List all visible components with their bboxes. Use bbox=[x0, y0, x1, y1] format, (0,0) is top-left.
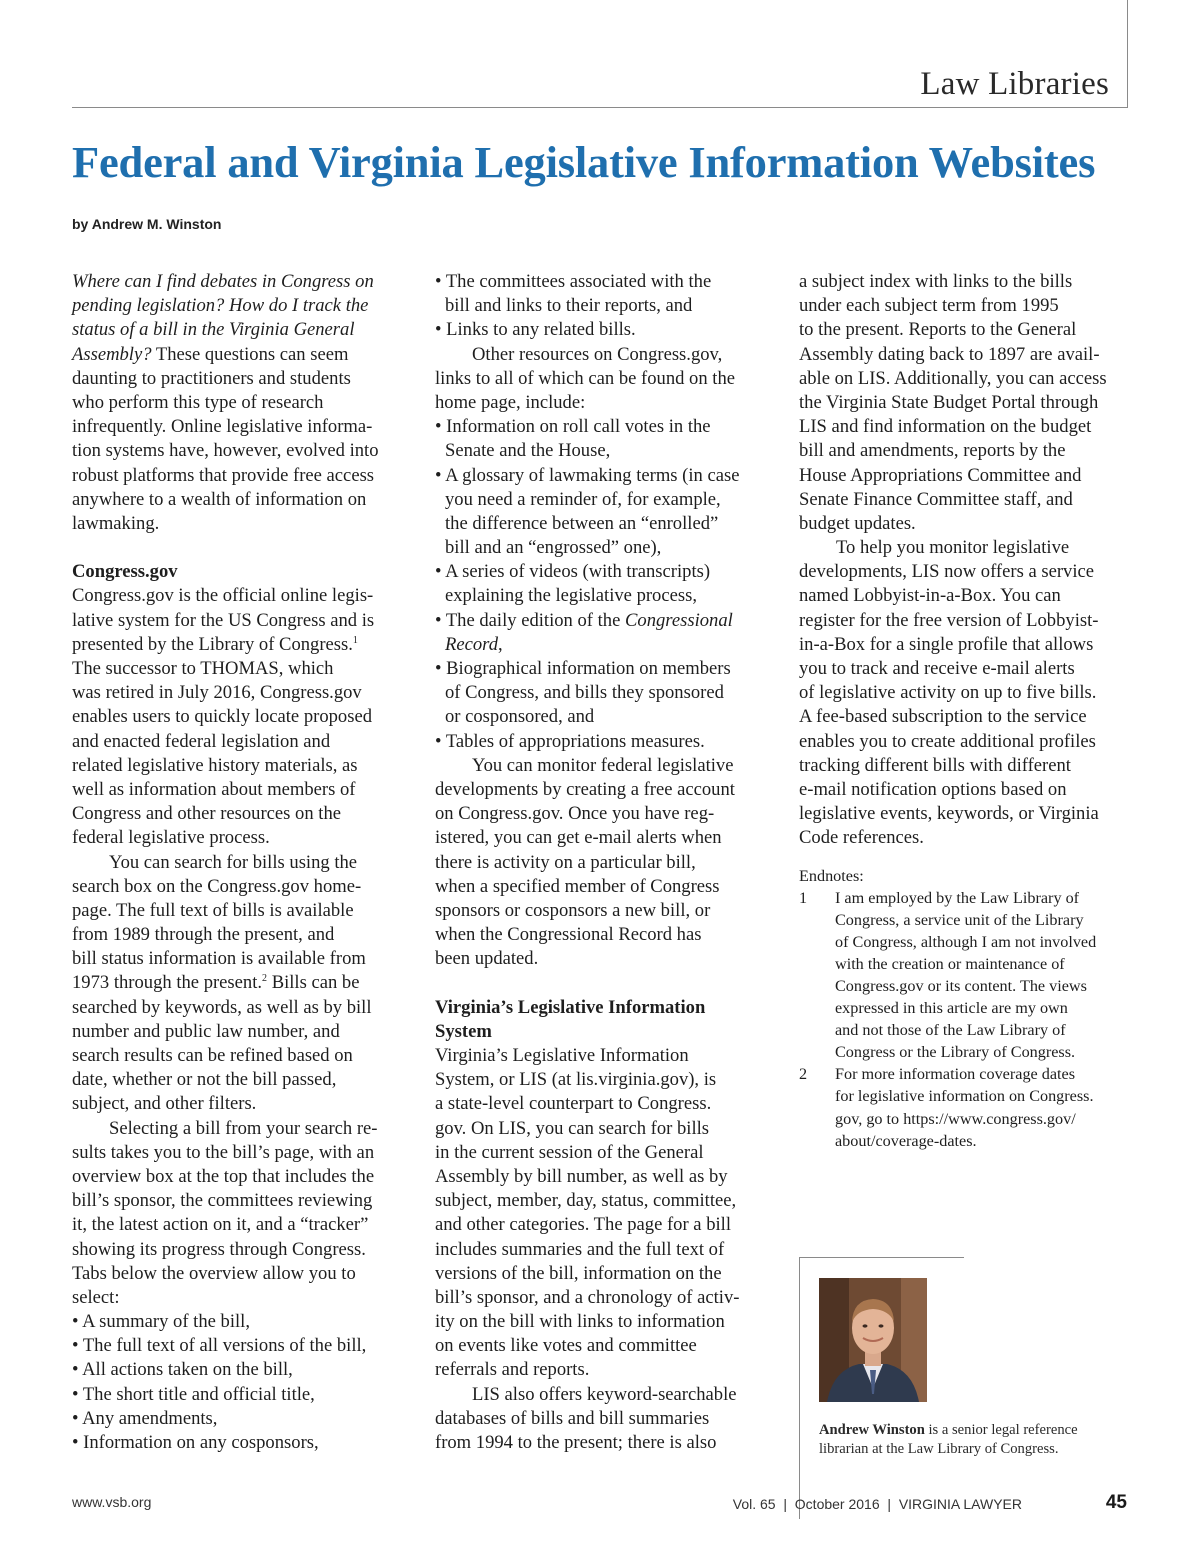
body-line: versions of the bill, information on the bbox=[435, 1262, 722, 1284]
body-line: Congress.gov is the official online legis- bbox=[72, 585, 374, 607]
bullet-item-cont: bill and links to their reports, and bbox=[445, 295, 693, 317]
body-line: Senate Finance Committee staff, and bbox=[799, 488, 1073, 510]
header-rule bbox=[72, 107, 1128, 108]
body-line: includes summaries and the full text of bbox=[435, 1238, 725, 1260]
bullet-text: • The daily edition of the bbox=[435, 609, 625, 631]
body-line: databases of bills and bill summaries bbox=[435, 1407, 710, 1429]
body-line: was retired in July 2016, Congress.gov bbox=[72, 682, 362, 704]
bullet-item: • Information on any cosponsors, bbox=[72, 1432, 319, 1453]
body-line: bill’s sponsor, the committees reviewing bbox=[72, 1190, 373, 1212]
body-text: 1973 through the present. bbox=[72, 972, 263, 994]
author-box-vertical-rule bbox=[799, 1257, 800, 1519]
body-line: from 1994 to the present; there is also bbox=[435, 1432, 717, 1453]
body-line: System, or LIS (at lis.virginia.gov), is bbox=[435, 1069, 717, 1091]
section-heading-congress-gov: Congress.gov bbox=[72, 561, 178, 583]
intro-line: anywhere to a wealth of information on bbox=[72, 488, 367, 510]
intro-line: who perform this type of research bbox=[72, 391, 324, 413]
body-line: ity on the bill with links to information bbox=[435, 1311, 725, 1333]
body-line: LIS and find information on the budget bbox=[799, 416, 1092, 438]
bullet-item-cont: bill and an “engrossed” one), bbox=[445, 537, 662, 559]
body-line: bill and amendments, reports by the bbox=[799, 440, 1066, 462]
body-line: searched by keywords, as well as by bill bbox=[72, 996, 372, 1018]
body-line: bill status information is available from bbox=[72, 948, 366, 970]
body-line bbox=[72, 633, 407, 657]
body-line: in-a-Box for a single profile that allows bbox=[799, 633, 1094, 655]
congressional-record-title: Congressional bbox=[625, 609, 733, 631]
bullet-item: • A glossary of lawmaking terms (in case bbox=[435, 464, 740, 486]
body-line bbox=[72, 971, 407, 995]
bullet-item: • Tables of appropriations measures. bbox=[435, 730, 705, 752]
endnotes-heading: Endnotes: bbox=[799, 866, 864, 885]
endnote-text: of Congress, although I am not involved bbox=[835, 932, 1097, 951]
body-line: named Lobbyist-in-a-Box. You can bbox=[799, 585, 1061, 607]
body-line: from 1989 through the present, and bbox=[72, 924, 335, 946]
bullet-item-cont: explaining the legislative process, bbox=[445, 585, 697, 607]
body-line: You can monitor federal legislative bbox=[472, 754, 734, 776]
endnote-number: 2 bbox=[799, 1065, 808, 1084]
body-line: Tabs below the overview allow you to bbox=[72, 1262, 356, 1284]
bio-text: is a senior legal reference bbox=[924, 1422, 1078, 1438]
body-line: You can search for bills using the bbox=[109, 851, 358, 873]
intro-line: lawmaking. bbox=[72, 512, 160, 534]
bullet-item: • A summary of the bill, bbox=[72, 1311, 250, 1333]
body-line: Assembly by bill number, as well as by bbox=[435, 1165, 728, 1187]
body-line: number and public law number, and bbox=[72, 1020, 340, 1042]
body-line: legislative events, keywords, or Virginia bbox=[799, 803, 1099, 825]
body-line: able on LIS. Additionally, you can access bbox=[799, 367, 1107, 389]
body-line: home page, include: bbox=[435, 391, 586, 413]
column-2 bbox=[435, 270, 770, 1455]
body-line: lative system for the US Congress and is bbox=[72, 609, 375, 631]
bullet-item: • The committees associated with the bbox=[435, 271, 712, 292]
footer-issue: Vol. 65 | October 2016 | VIRGINIA LAWYER bbox=[732, 1496, 1022, 1512]
body-line: Other resources on Congress.gov, bbox=[472, 343, 723, 365]
body-line: e-mail notification options based on bbox=[799, 778, 1067, 800]
intro-line: Where can I find debates in Congress on bbox=[72, 271, 374, 292]
body-line: a subject index with links to the bills bbox=[799, 271, 1073, 292]
section-heading-lis: System bbox=[435, 1020, 492, 1042]
endnote-text: with the creation or maintenance of bbox=[835, 954, 1065, 973]
body-line: federal legislative process. bbox=[72, 827, 270, 849]
body-line: under each subject term from 1995 bbox=[799, 295, 1059, 317]
body-line: related legislative history materials, as bbox=[72, 754, 358, 776]
body-line: there is activity on a particular bill, bbox=[435, 851, 696, 873]
body-line: links to all of which can be found on the bbox=[435, 367, 736, 389]
bullet-item: • The full text of all versions of the bill, bbox=[72, 1335, 367, 1357]
body-line: page. The full text of bills is available bbox=[72, 899, 354, 921]
section-label: Law Libraries bbox=[920, 66, 1109, 102]
congressional-record-title: Record bbox=[445, 633, 499, 655]
article-title: Federal and Virginia Legislative Information Websites bbox=[72, 137, 1096, 187]
body-line: Code references. bbox=[799, 827, 924, 849]
bullet-item-cont: the difference between an “enrolled” bbox=[445, 512, 719, 534]
bullet-item-cont: you need a reminder of, for example, bbox=[445, 488, 721, 510]
endnote-text: Congress, a service unit of the Library bbox=[835, 910, 1084, 929]
header-vertical-rule bbox=[1127, 0, 1128, 108]
intro-line: daunting to practitioners and students bbox=[72, 367, 351, 389]
intro-line: status of a bill in the Virginia General bbox=[72, 319, 355, 341]
page-number: 45 bbox=[1105, 1492, 1127, 1513]
body-line: bill’s sponsor, and a chronology of activ- bbox=[435, 1286, 740, 1308]
body-line: budget updates. bbox=[799, 512, 916, 534]
bullet-item: • Links to any related bills. bbox=[435, 319, 636, 341]
bullet-item: • Biographical information on members bbox=[435, 658, 731, 679]
footer-website: www.vsb.org bbox=[72, 1494, 152, 1510]
endnote-text: Congress or the Library of Congress. bbox=[835, 1043, 1076, 1062]
body-line: to the present. Reports to the General bbox=[799, 319, 1077, 341]
body-line: register for the free version of Lobbyist- bbox=[799, 609, 1099, 631]
body-line: LIS also offers keyword-searchable bbox=[472, 1383, 737, 1405]
bio-line: librarian at the Law Library of Congress. bbox=[819, 1441, 1059, 1457]
endnote-text: I am employed by the Law Library of bbox=[835, 888, 1080, 907]
body-line: the Virginia State Budget Portal through bbox=[799, 391, 1099, 413]
bullet-item bbox=[435, 609, 770, 633]
bullet-text: , bbox=[498, 633, 503, 655]
body-line: subject, member, day, status, committee, bbox=[435, 1190, 737, 1212]
body-line: and enacted federal legislation and bbox=[72, 730, 331, 752]
body-line: select: bbox=[72, 1286, 120, 1308]
bullet-item: • A series of videos (with transcripts) bbox=[435, 561, 711, 583]
endnote-text: about/coverage-dates. bbox=[835, 1131, 977, 1150]
body-line: a state-level counterpart to Congress. bbox=[435, 1093, 712, 1115]
body-line: developments, LIS now offers a service bbox=[799, 561, 1095, 583]
body-line: of legislative activity on up to five bills. bbox=[799, 682, 1097, 704]
body-line: it, the latest action on it, and a “tracker” bbox=[72, 1214, 369, 1236]
body-line: enables you to create additional profiles bbox=[799, 730, 1096, 752]
bullet-item-cont: of Congress, and bills they sponsored bbox=[445, 682, 724, 704]
body-text: presented by the Library of Congress. bbox=[72, 633, 353, 655]
body-line: developments by creating a free account bbox=[435, 778, 735, 800]
intro-line: pending legislation? How do I track the bbox=[72, 295, 369, 317]
body-line: and other categories. The page for a bill bbox=[435, 1214, 732, 1236]
column-1 bbox=[72, 270, 407, 1455]
endnote-text: gov, go to https://www.congress.gov/ bbox=[835, 1109, 1076, 1128]
body-line: House Appropriations Committee and bbox=[799, 464, 1082, 486]
body-line: search box on the Congress.gov home- bbox=[72, 875, 362, 897]
column-3 bbox=[799, 270, 1134, 1152]
body-line: The successor to THOMAS, which bbox=[72, 658, 334, 679]
body-line: To help you monitor legislative bbox=[836, 537, 1070, 559]
endnote-text: Congress.gov or its content. The views bbox=[835, 976, 1087, 995]
body-line: referrals and reports. bbox=[435, 1359, 590, 1381]
body-line: date, whether or not the bill passed, bbox=[72, 1069, 337, 1091]
body-line: been updated. bbox=[435, 948, 539, 970]
intro-line: robust platforms that provide free access bbox=[72, 464, 375, 486]
endnote-1 bbox=[799, 887, 1134, 909]
endnote-number: 1 bbox=[799, 888, 808, 907]
intro-text: These questions can seem bbox=[151, 343, 349, 365]
bullet-item: • The short title and official title, bbox=[72, 1383, 315, 1405]
author-name: Andrew Winston bbox=[819, 1422, 925, 1438]
body-line: subject, and other filters. bbox=[72, 1093, 257, 1115]
body-line: sults takes you to the bill’s page, with an bbox=[72, 1141, 375, 1163]
endnote-2 bbox=[799, 1063, 1134, 1085]
body-line: Congress and other resources on the bbox=[72, 803, 342, 825]
body-line: A fee-based subscription to the service bbox=[799, 706, 1087, 728]
body-line: Virginia’s Legislative Information bbox=[435, 1045, 689, 1066]
bullet-item: • Any amendments, bbox=[72, 1407, 218, 1429]
body-line: on Congress.gov. Once you have reg- bbox=[435, 803, 715, 825]
endnote-text: and not those of the Law Library of bbox=[835, 1021, 1066, 1040]
byline: by Andrew M. Winston bbox=[72, 216, 222, 232]
bullet-item: • All actions taken on the bill, bbox=[72, 1359, 293, 1381]
endnote-text: expressed in this article are my own bbox=[835, 999, 1068, 1018]
bullet-item: • Information on roll call votes in the bbox=[435, 416, 711, 438]
endnote-text: For more information coverage dates bbox=[835, 1065, 1076, 1084]
bio-line bbox=[819, 1421, 1119, 1440]
body-line: when a specified member of Congress bbox=[435, 875, 720, 897]
intro-line bbox=[72, 343, 407, 367]
body-line: tracking different bills with different bbox=[799, 754, 1071, 776]
footnote-ref-2: 2 bbox=[262, 973, 268, 985]
body-line: in the current session of the General bbox=[435, 1141, 704, 1163]
author-portrait-illustration bbox=[819, 1278, 927, 1402]
body-line: Selecting a bill from your search re- bbox=[109, 1117, 378, 1139]
intro-line: tion systems have, however, evolved into bbox=[72, 440, 379, 462]
bullet-item-cont: Senate and the House, bbox=[445, 440, 611, 462]
author-box-rule bbox=[799, 1257, 964, 1258]
body-line: you to track and receive e-mail alerts bbox=[799, 658, 1075, 679]
body-line: on events like votes and committee bbox=[435, 1335, 697, 1357]
intro-line: infrequently. Online legislative informa- bbox=[72, 416, 373, 438]
endnote-text: for legislative information on Congress. bbox=[835, 1087, 1094, 1106]
body-line: istered, you can get e-mail alerts when bbox=[435, 827, 722, 849]
body-line: overview box at the top that includes the bbox=[72, 1165, 375, 1187]
section-heading-lis: Virginia’s Legislative Information bbox=[435, 996, 706, 1018]
body-line: Assembly dating back to 1897 are avail- bbox=[799, 343, 1100, 365]
footnote-ref-1: 1 bbox=[352, 634, 358, 646]
author-bio bbox=[819, 1421, 1119, 1459]
body-line: showing its progress through Congress. bbox=[72, 1238, 366, 1260]
author-photo bbox=[819, 1278, 927, 1402]
bullet-item-cont: or cosponsored, and bbox=[445, 706, 595, 728]
body-line: when the Congressional Record has bbox=[435, 924, 702, 946]
body-line: search results can be refined based on bbox=[72, 1045, 353, 1066]
body-line: gov. On LIS, you can search for bills bbox=[435, 1117, 710, 1139]
body-line: enables users to quickly locate proposed bbox=[72, 706, 372, 728]
intro-question: Assembly? bbox=[72, 343, 152, 365]
body-text: Bills can be bbox=[267, 972, 360, 994]
endnotes bbox=[799, 865, 1134, 1152]
body-line: well as information about members of bbox=[72, 778, 356, 800]
body-line: sponsors or cosponsors a new bill, or bbox=[435, 899, 711, 921]
bullet-item-cont bbox=[435, 633, 770, 657]
